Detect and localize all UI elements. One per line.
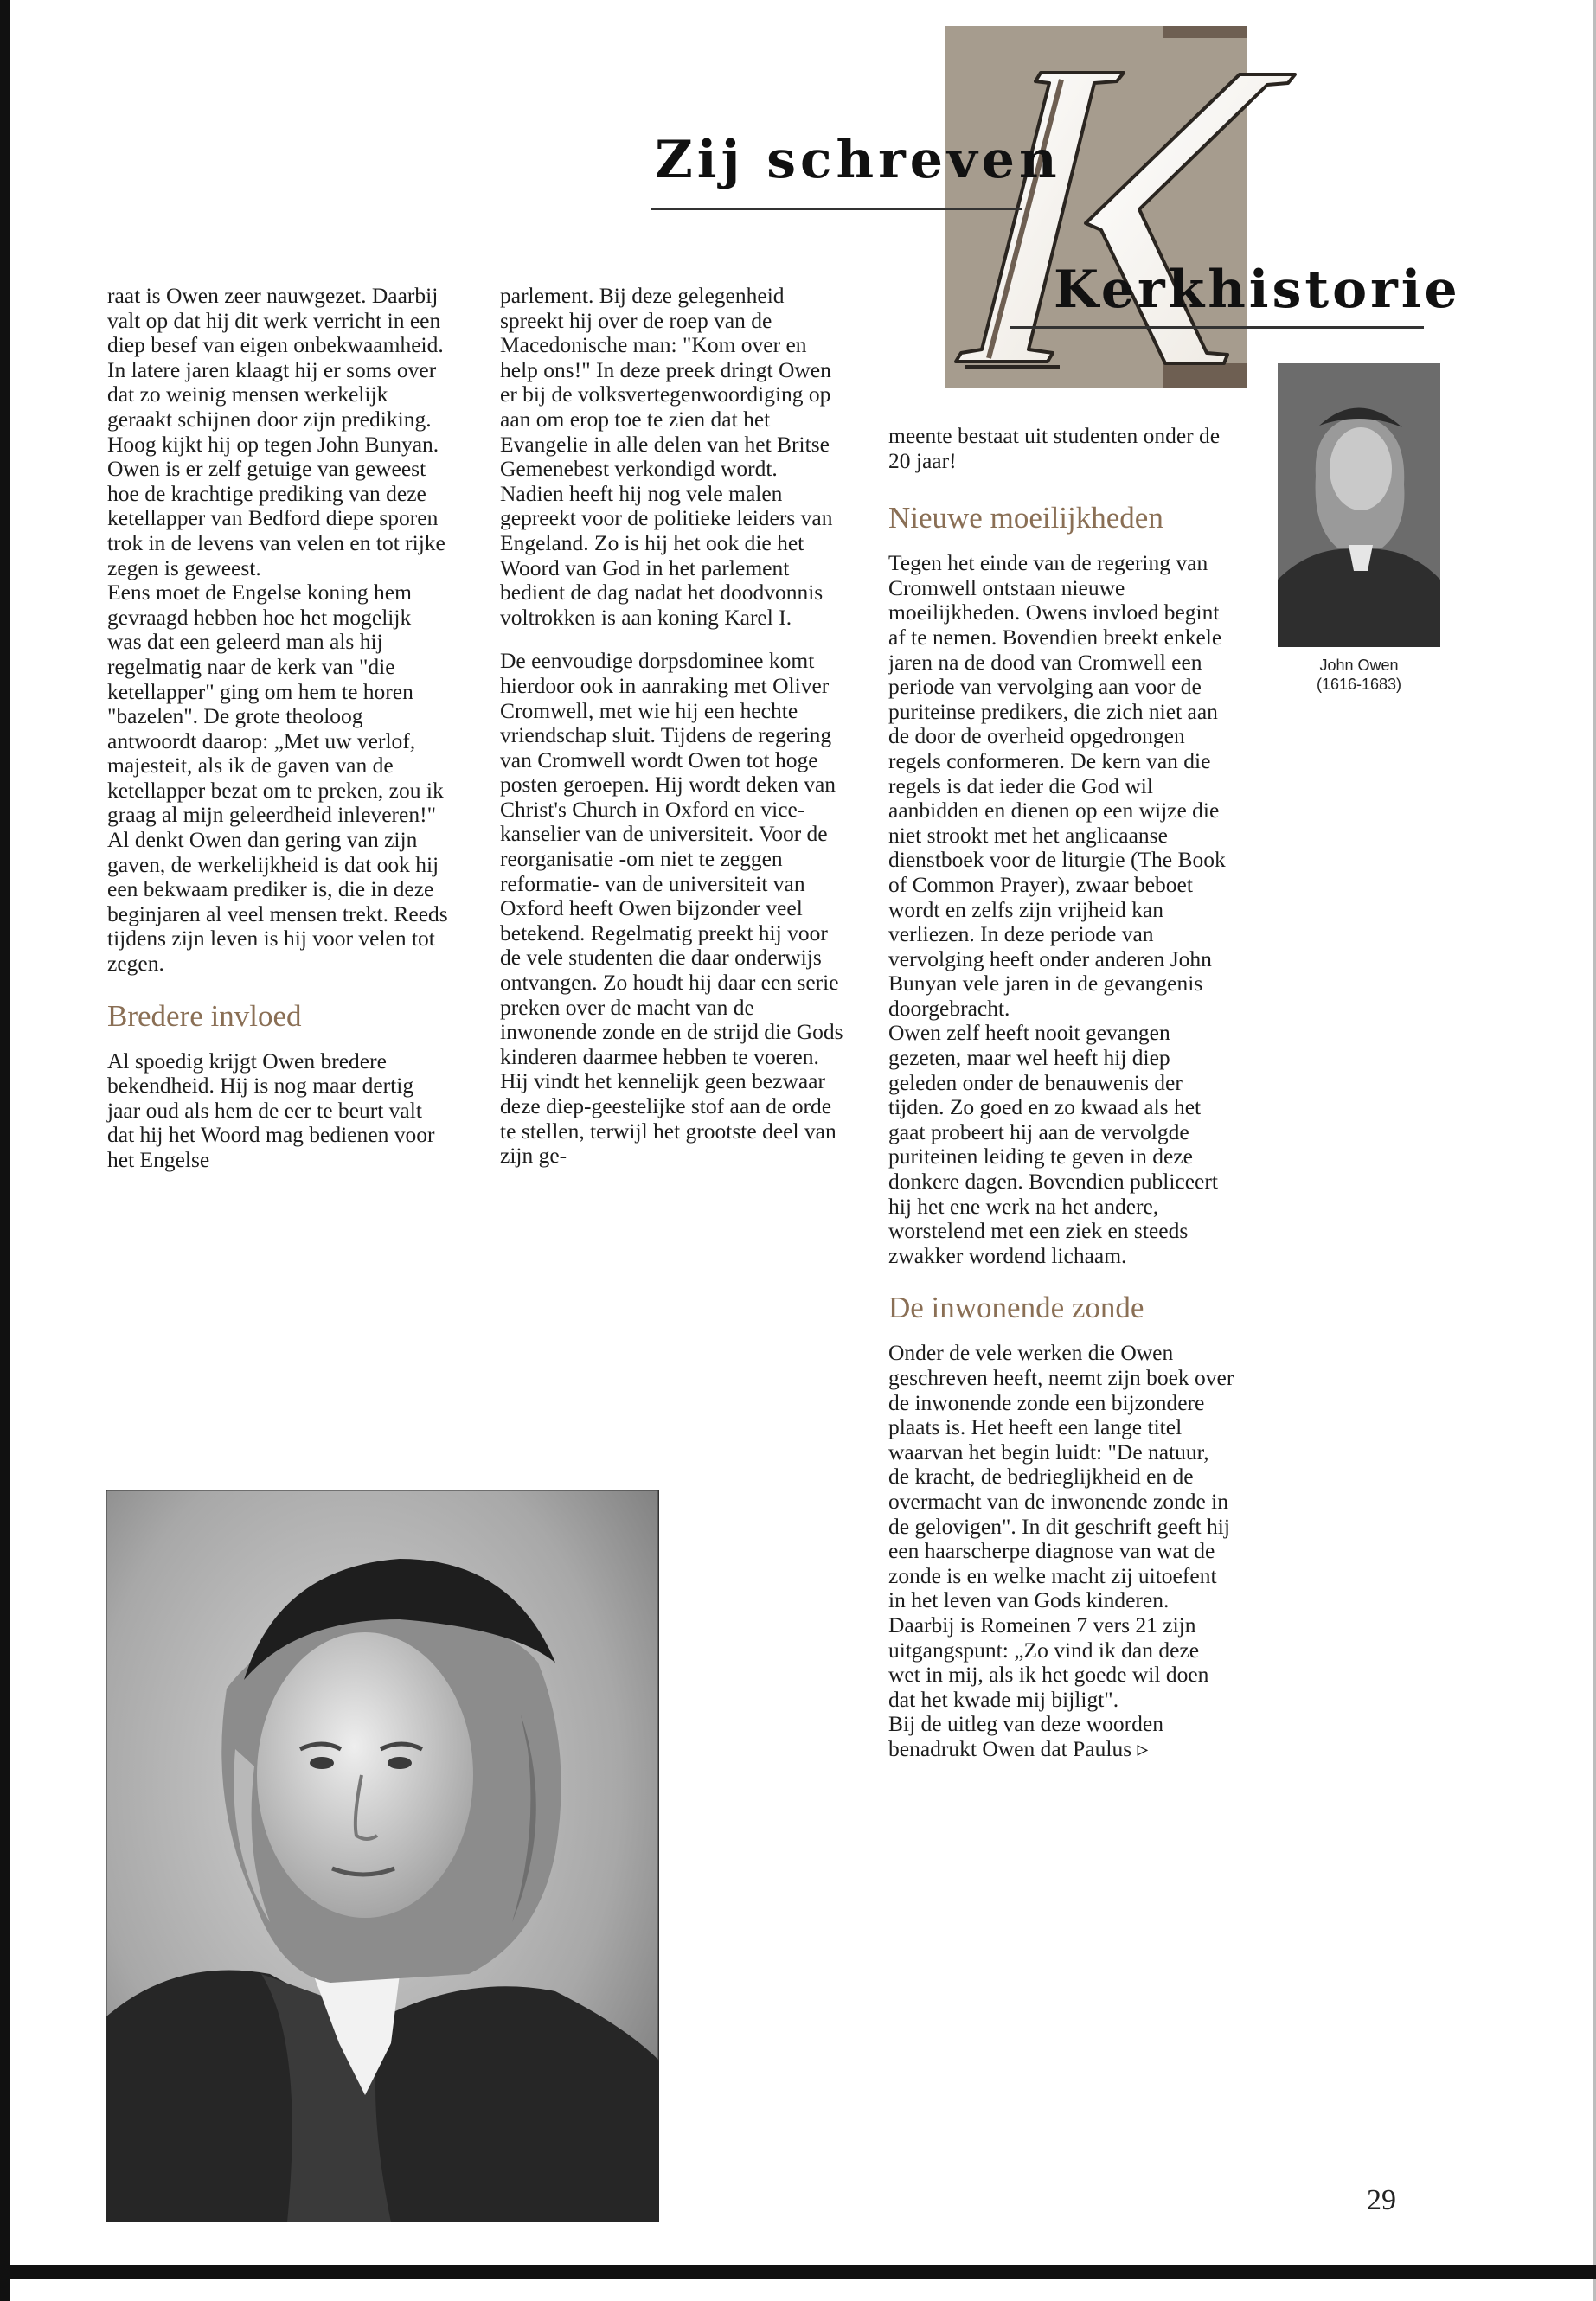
portrait-caption — [1263, 656, 1455, 694]
header-title-line2: Kerkhistorie — [1054, 260, 1461, 320]
article-column-3 — [888, 424, 1234, 1762]
article-column-1 — [107, 284, 450, 1173]
paragraph: Owen zelf heeft nooit gevangen gezeten, maar wel heeft hij diep geleden onder de benauwenis der tijden. Zo goed en zo kwaad als het gaat probeert hij aan de vervolgde puriteinen leiding te geven in deze donkere dagen. Bovendien publiceert hij het ene werk na het andere, worstelend met een ziek en steeds zwakker wordend lichaam. — [888, 1020, 1218, 1268]
paragraph: raat is Owen zeer nauwgezet. Daarbij valt op dat hij dit werk verricht in een diep besef van eigen onbekwaamheid. In latere jaren klaagt hij er soms over dat zo weinig mensen werkelijk geraakt schijnen door zijn prediking. Hoog kijkt hij op tegen John Bunyan. Owen is er zelf getuige van geweest hoe de krachtige prediking van deze ketellapper van Bedford diepe sporen trok in de levens van velen en tot rijke zegen is geweest. — [107, 283, 445, 580]
paragraph: Eens moet de Engelse koning hem gevraagd hebben hoe het mogelijk was dat een geleerd man als hij regelmatig naar de kerk van "die ketellapper" ging om hem te horen "bazelen". De grote theoloog antwoordt daarop: „Met uw verlof, majesteit, als ik de gaven van de ketellapper bezat om te preken, zou ik graag al mijn geleerdheid inleveren!" — [107, 580, 444, 828]
paragraph: Al denkt Owen dan gering van zijn gaven, de werkelijkheid is dat ook hij een bekwaam prediker is, die in deze beginjaren al veel mensen trekt. Reeds tijdens zijn leven is hij voor velen tot zegen. — [107, 827, 448, 977]
header-rule-top — [651, 208, 1022, 210]
paragraph: Onder de vele werken die Owen geschreven heeft, neemt zijn boek over de inwonende zonde een bijzondere plaats is. Het heeft een lange titel waarvan het begin luidt: "De natuur, de kracht, de bedrieglijkheid en de overmacht van de inwonende zonde in de gelovigen". In dit geschrift geeft hij een haarscherpe diagnose van wat de zonde is en welke macht zij uitoefent in het leven van Gods kinderen. Daarbij is Romeinen 7 vers 21 zijn uitgangspunt: „Zo vind ik dan deze wet in mij, als ik het goede wil doen dat het kwade mij bijligt". — [888, 1340, 1234, 1712]
paragraph: Tegen het einde van de regering van Cromwell ontstaan nieuwe moeilijkheden. Owens invloed begint af te nemen. Bovendien breekt enkele jaren na de dood van Cromwell een periode van vervolging aan voor de puriteinse predikers, die zich niet aan de door de overheid opgedrongen regels conformeren. De kern van die regels is dat ieder die God wil aanbidden en dienen op een wijze die niet strookt met het anglicaanse dienstboek voor de liturgie (The Book of Common Prayer), zwaar beboet wordt en zelfs zijn vrijheid kan verliezen. In deze periode van vervolging heeft onder anderen John Bunyan vele jaren in de gevangenis doorgebracht. — [888, 550, 1226, 1021]
section-heading-bredere-invloed: Bredere invloed — [107, 998, 302, 1033]
header-rule-bottom — [1010, 326, 1424, 329]
paragraph: meente bestaat uit studenten onder de 20 jaar! — [888, 423, 1221, 473]
article-column-2 — [500, 284, 844, 1169]
portrait-john-owen — [106, 1490, 659, 2222]
header-title-line1: Zij schreven — [655, 130, 1061, 190]
page-number: 29 — [1367, 2184, 1396, 2216]
caption-years: (1616-1683) — [1316, 676, 1402, 693]
section-heading-nieuwe-moeilijkheden: Nieuwe moeilijkheden — [888, 501, 1163, 535]
paragraph: Bij de uitleg van deze woorden benadrukt Owen dat Paulus ▹ — [888, 1711, 1163, 1761]
scan-border-right — [1593, 0, 1596, 2301]
decorative-initial-k — [939, 45, 1302, 408]
scan-border-bottom — [0, 2265, 1596, 2279]
section-heading-inwonende-zonde: De inwonende zonde — [888, 1291, 1144, 1325]
emblem-bar-top — [1163, 26, 1247, 38]
portrait-thumbnail — [1278, 363, 1440, 647]
paragraph-spacer — [500, 630, 844, 649]
scan-border-left — [0, 0, 10, 2301]
paragraph: Al spoedig krijgt Owen bredere bekendheid. Hij is nog maar dertig jaar oud als hem de eer te beurt valt dat hij het Woord mag bedienen voor het Engelse — [107, 1048, 435, 1172]
paragraph: parlement. Bij deze gelegenheid spreekt hij over de roep van de Macedonische man: "Kom over en help ons!" In deze preek dringt Owen er bij de volksvertegenwoordiging op aan om erop toe te zien dat het Evangelie in alle delen van het Britse Gemenebest verkondigd wordt. Nadien heeft hij nog vele malen gepreekt voor de politieke leiders van Engeland. Zo is hij het ook die het Woord van God in het parlement bedient de dag nadat het doodvonnis voltrokken is aan koning Karel I. — [500, 283, 833, 630]
caption-name: John Owen — [1319, 657, 1399, 674]
paragraph: De eenvoudige dorpsdominee komt hierdoor ook in aanraking met Oliver Cromwell, met wie hij een hechte vriendschap sluit. Tijdens de regering van Cromwell wordt Owen tot hoge posten geroepen. Hij wordt deken van Christ's Church in Oxford en vice-kanselier van de universiteit. Voor de reorganisatie -om niet te zeggen reformatie- van de universiteit van Oxford heeft Owen bijzonder veel betekend. Regelmatig preekt hij voor de vele studenten die daar onderwijs ontvangen. Zo houdt hij daar een serie preken over de macht van de inwonende zonde en de strijd die Gods kinderen daarmee hebben te voeren. Hij vindt het kennelijk geen bezwaar deze diep-geestelijke stof aan de orde te stellen, terwijl het grootste deel van zijn ge- — [500, 648, 843, 1169]
